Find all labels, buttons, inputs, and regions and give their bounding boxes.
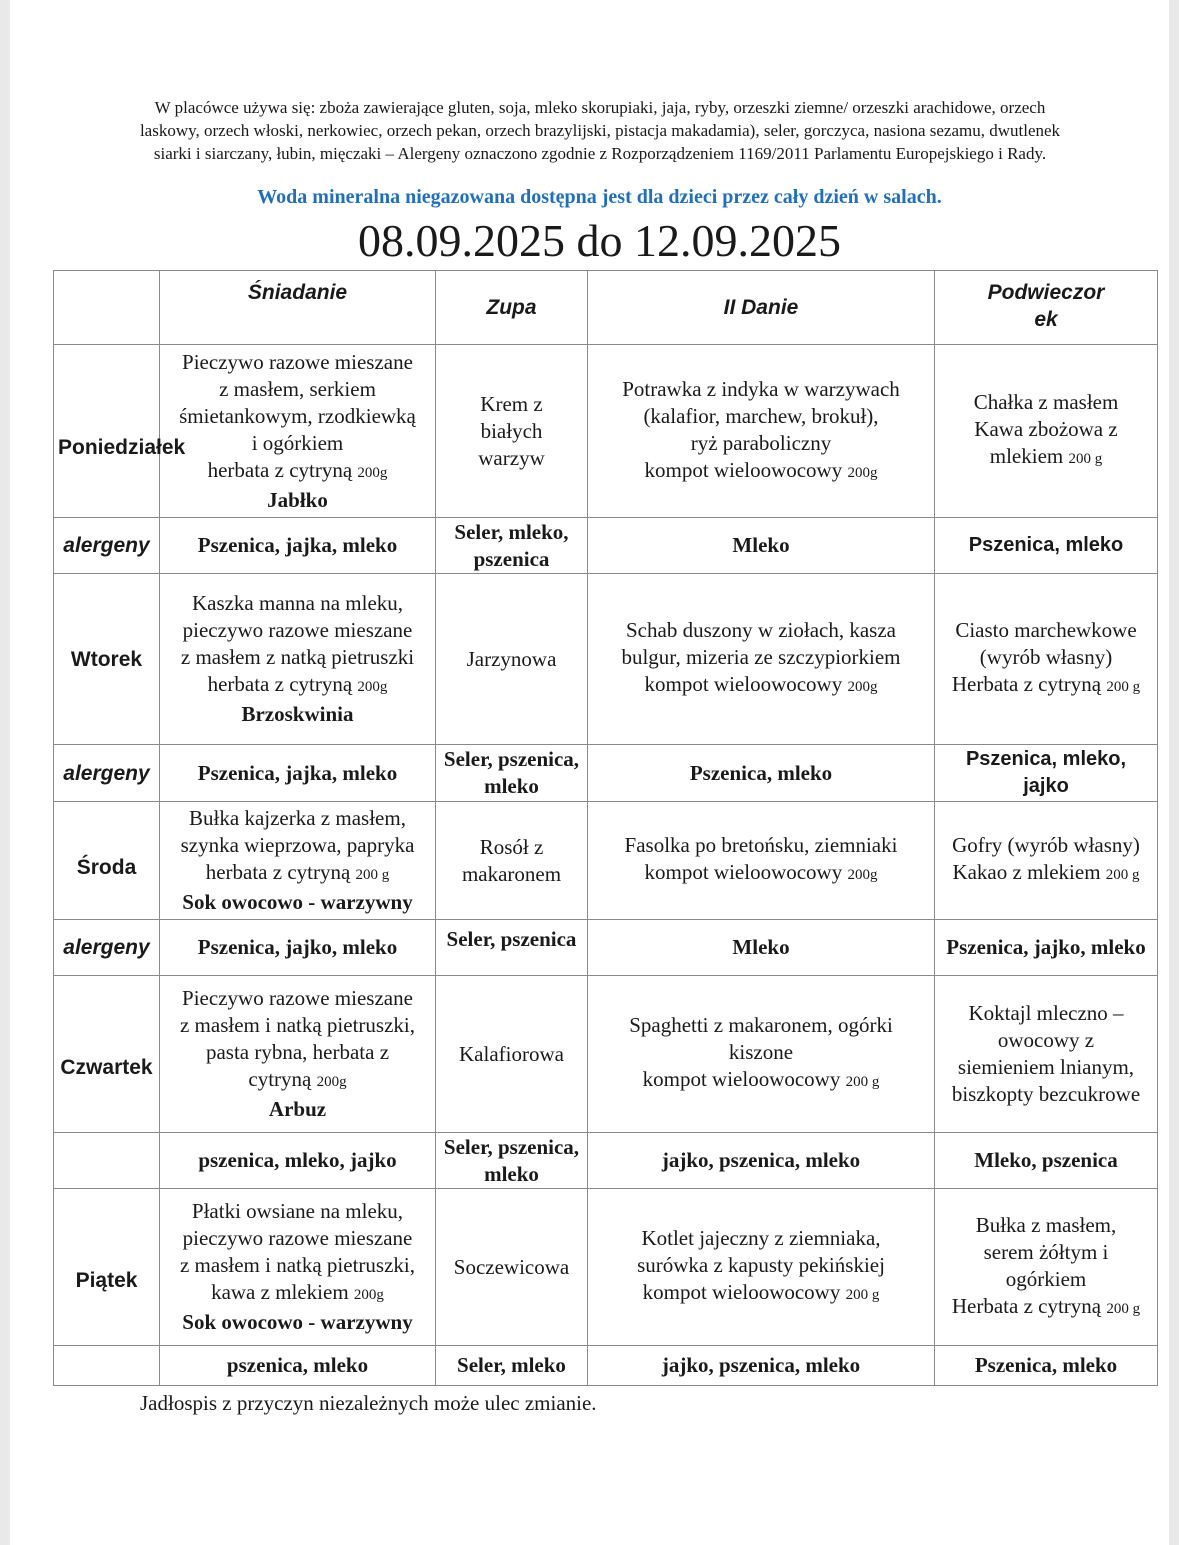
- main-allergens: Pszenica, mleko: [588, 745, 935, 802]
- allergens-row-thursday: [54, 1133, 1158, 1189]
- breakfast-cell: Pieczywo razowe mieszane z masłem, serkiem śmietankowym, rzodkiewką i ogórkiem herbata z cytryną 200g Jabłko: [160, 345, 436, 518]
- main-cell: Fasolka po bretońsku, ziemniaki kompot wieloowocowy 200g: [588, 802, 935, 920]
- main-allergens: jajko, pszenica, mleko: [588, 1346, 935, 1386]
- main-allergens: Mleko: [588, 920, 935, 976]
- header-corner: [54, 271, 160, 345]
- water-notice: Woda mineralna niegazowana dostępna jest dla dzieci przez cały dzień w salach.: [257, 186, 942, 208]
- soup-cell: Soczewicowa: [436, 1189, 588, 1346]
- day-row-monday: [54, 345, 1158, 518]
- day-row-tuesday: [54, 574, 1158, 745]
- breakfast-cell: Pieczywo razowe mieszane z masłem i natką pietruszki, pasta rybna, herbata z cytryną 200g Arbuz: [160, 976, 436, 1133]
- header-main: II Danie: [588, 271, 935, 345]
- soup-cell: Kalafiorowa: [436, 976, 588, 1133]
- header-breakfast: Śniadanie: [160, 271, 436, 345]
- breakfast-allergens: Pszenica, jajka, mleko: [160, 745, 436, 802]
- main-cell: Potrawka z indyka w warzywach (kalafior, marchew, brokuł), ryż paraboliczny kompot wieloowocowy 200g: [588, 345, 935, 518]
- main-cell: Kotlet jajeczny z ziemniaka, surówka z kapusty pekińskiej kompot wieloowocowy 200 g: [588, 1189, 935, 1346]
- snack-cell: Koktajl mleczno – owocowy z siemieniem lnianym, biszkopty bezcukrowe: [935, 976, 1158, 1133]
- allergens-label: alergeny: [54, 518, 160, 574]
- allergens-label: alergeny: [54, 920, 160, 976]
- snack-allergens: Pszenica, jajko, mleko: [935, 920, 1158, 976]
- date-range-title: 08.09.2025 do 12.09.2025: [358, 215, 841, 266]
- soup-cell: Rosół z makaronem: [436, 802, 588, 920]
- allergens-label-empty: [54, 1133, 160, 1189]
- day-label: Środa: [54, 802, 160, 920]
- main-allergens: Mleko: [588, 518, 935, 574]
- snack-cell: Bułka z masłem, serem żółtym i ogórkiem Herbata z cytryną 200 g: [935, 1189, 1158, 1346]
- menu-page: [10, 0, 1169, 1545]
- snack-allergens: Pszenica, mleko: [935, 1346, 1158, 1386]
- snack-allergens: Pszenica, mleko, jajko: [935, 745, 1158, 802]
- soup-cell: Jarzynowa: [436, 574, 588, 745]
- breakfast-allergens: Pszenica, jajka, mleko: [160, 518, 436, 574]
- day-label: Poniedziałek: [54, 345, 160, 518]
- snack-cell: Ciasto marchewkowe (wyrób własny) Herbata z cytryną 200 g: [935, 574, 1158, 745]
- main-cell: Spaghetti z makaronem, ogórki kiszone kompot wieloowocowy 200 g: [588, 976, 935, 1133]
- day-row-thursday: [54, 976, 1158, 1133]
- breakfast-cell: Płatki owsiane na mleku, pieczywo razowe mieszane z masłem i natką pietruszki, kawa z mlekiem 200g Sok owocowo - warzywny: [160, 1189, 436, 1346]
- soup-allergens: Seler, pszenica: [436, 920, 588, 976]
- snack-cell: Gofry (wyrób własny) Kakao z mlekiem 200 g: [935, 802, 1158, 920]
- soup-allergens: Seler, mleko, pszenica: [436, 518, 588, 574]
- breakfast-cell: Bułka kajzerka z masłem, szynka wieprzowa, papryka herbata z cytryną 200 g Sok owocowo - warzywny: [160, 802, 436, 920]
- header-snack: Podwieczor ek: [935, 271, 1158, 345]
- day-row-wednesday: [54, 802, 1158, 920]
- header-row: [54, 271, 1158, 345]
- snack-cell: Chałka z masłem Kawa zbożowa z mlekiem 200 g: [935, 345, 1158, 518]
- soup-allergens: Seler, mleko: [436, 1346, 588, 1386]
- allergens-label: alergeny: [54, 745, 160, 802]
- day-label: Czwartek: [54, 976, 160, 1133]
- breakfast-allergens: Pszenica, jajko, mleko: [160, 920, 436, 976]
- breakfast-allergens: pszenica, mleko, jajko: [160, 1133, 436, 1189]
- main-cell: Schab duszony w ziołach, kasza bulgur, mizeria ze szczypiorkiem kompot wieloowocowy 200g: [588, 574, 935, 745]
- allergens-row-monday: [54, 518, 1158, 574]
- allergen-notice: W placówce używa się: zboża zawierające gluten, soja, mleko skorupiaki, jaja, ryby, orzeszki ziemne/ orzeszki arachidowe, orzech laskowy, orzech włoski, nerkowiec, orzech pekan, orzech brazylijski, pistacja makadamia), seler, gorczyca, nasiona sezamu, dwutlenek siarki i siarczany, łubin, mięczaki – Alergeny oznaczono zgodnie z Rozporządzeniem 1169/2011 Parlamentu Europejskiego i Rady.: [139, 98, 1061, 163]
- allergens-label-empty: [54, 1346, 160, 1386]
- footer-note: Jadłospis z przyczyn niezależnych może ulec zmianie.: [140, 1391, 597, 1415]
- allergens-row-wednesday: [54, 920, 1158, 976]
- snack-allergens: Pszenica, mleko: [935, 518, 1158, 574]
- snack-allergens: Mleko, pszenica: [935, 1133, 1158, 1189]
- soup-allergens: Seler, pszenica, mleko: [436, 745, 588, 802]
- header-soup: Zupa: [436, 271, 588, 345]
- allergens-row-friday: [54, 1346, 1158, 1386]
- soup-cell: Krem z białych warzyw: [436, 345, 588, 518]
- day-label: Piątek: [54, 1189, 160, 1346]
- main-allergens: jajko, pszenica, mleko: [588, 1133, 935, 1189]
- menu-table: [53, 270, 1158, 1386]
- breakfast-allergens: pszenica, mleko: [160, 1346, 436, 1386]
- day-label: Wtorek: [54, 574, 160, 745]
- soup-allergens: Seler, pszenica, mleko: [436, 1133, 588, 1189]
- day-row-friday: [54, 1189, 1158, 1346]
- allergens-row-tuesday: [54, 745, 1158, 802]
- breakfast-cell: Kaszka manna na mleku, pieczywo razowe mieszane z masłem z natką pietruszki herbata z cytryną 200g Brzoskwinia: [160, 574, 436, 745]
